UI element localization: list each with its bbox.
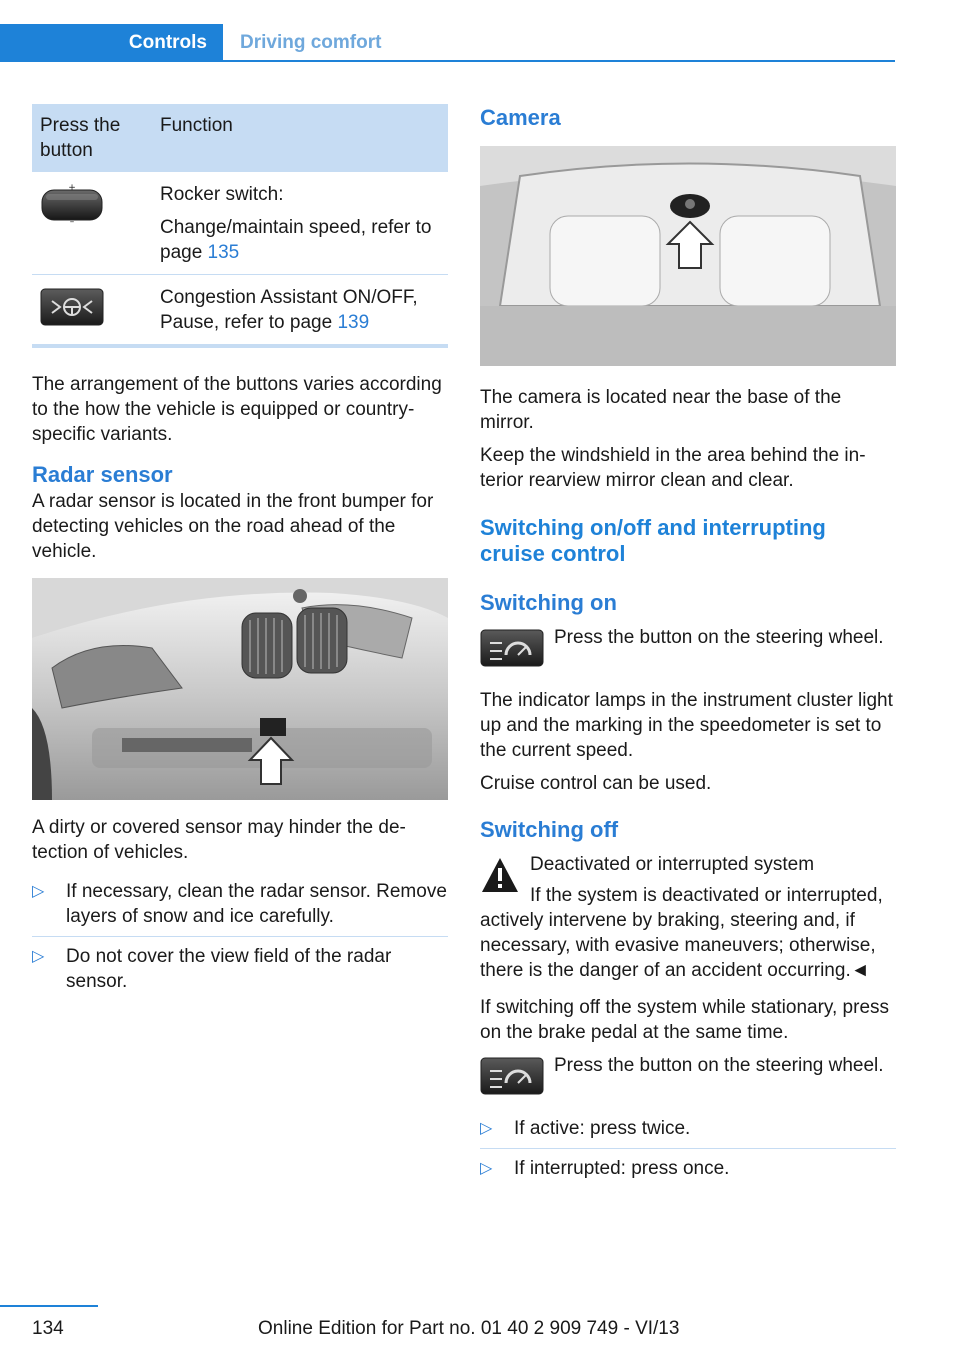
stationary-text: If switching off the system while stationary, press on the brake pedal at the same time.: [480, 997, 890, 1043]
header-rule: [0, 60, 895, 62]
camera-image: [480, 146, 896, 371]
table-row: [32, 172, 448, 275]
intro-paragraph: The arrangement of the buttons varies according to the how the vehicle is equipped or country-specific variants.: [32, 374, 442, 445]
section-tab-controls[interactable]: Controls: [0, 24, 223, 62]
list-item: ▷ If active: press twice.: [480, 1116, 896, 1149]
cruise-control-button-icon: [480, 629, 544, 672]
radar-sensor-text: A radar sensor is located in the front bumper for detecting vehicles on the road ahead of the vehicle.: [32, 491, 434, 562]
cruise-control-usable-text: Cruise control can be used.: [480, 773, 712, 794]
page-reference-link[interactable]: 135: [207, 242, 240, 263]
triangle-bullet-icon: ▷: [32, 883, 45, 900]
triangle-bullet-icon: ▷: [32, 948, 45, 965]
table-header-row: [32, 104, 448, 172]
radar-sensor-image: [32, 578, 448, 805]
warning-title: Deactivated or interrupted system: [530, 854, 815, 875]
triangle-bullet-icon: ▷: [480, 1160, 493, 1177]
switching-on-heading: Switching on: [480, 590, 617, 615]
table-header-function: Function: [152, 104, 448, 172]
row-label: Rocker switch:: [160, 184, 284, 205]
switching-off-heading: Switching off: [480, 817, 619, 842]
section-tab-driving-comfort[interactable]: Driving comfort: [240, 32, 382, 53]
indicator-lamps-text: The indicator lamps in the instrument cluster light up and the marking in the speedometer is set to the current speed.: [480, 690, 893, 761]
warning-block: [480, 852, 896, 983]
list-item: ▷ Do not cover the view field of the radar sensor.: [32, 946, 392, 992]
dirty-sensor-text: A dirty or covered sensor may hinder the detection of vehicles.: [32, 817, 406, 863]
page-header: [0, 24, 895, 62]
edition-footer: Online Edition for Part no. 01 40 2 909 749 - VI/13: [258, 1318, 680, 1339]
switching-heading: Switching on/off and interrupting cruise control: [480, 515, 826, 566]
camera-location-text: The camera is located near the base of the mirror.: [480, 387, 842, 433]
switch-on-instruction: [480, 625, 896, 672]
table-header-button: Press the button: [32, 104, 152, 172]
radar-instructions-list: [32, 879, 448, 1001]
switch-off-list: [480, 1116, 896, 1188]
footer-rule: [0, 1305, 98, 1307]
cruise-control-button-icon: [480, 1057, 544, 1100]
switch-off-text: Press the button on the steering wheel.: [554, 1055, 884, 1076]
switch-off-instruction: [480, 1053, 896, 1100]
svg-text:+: +: [68, 184, 76, 193]
warning-triangle-icon: [480, 856, 520, 899]
right-column: [480, 104, 896, 1195]
rocker-switch-icon: [40, 184, 144, 231]
row-description: Congestion Assistant ON/OFF, Pause, refer to page: [160, 287, 418, 333]
page-reference-link[interactable]: 139: [337, 312, 370, 333]
switch-on-text: Press the button on the steering wheel.: [554, 627, 884, 648]
page-number: 134: [32, 1318, 64, 1339]
radar-sensor-heading: Radar sensor: [32, 462, 173, 487]
congestion-assistant-icon: [40, 287, 144, 334]
warning-text: If the system is deactivated or interrupted, actively intervene by braking, steering and, if necessary, with evasive maneuvers; otherwise, there is the danger of an accident occurring.◄: [480, 885, 883, 981]
list-item: ▷ If necessary, clean the radar sensor. Remove layers of snow and ice carefully.: [32, 879, 448, 937]
row-description: Change/maintain speed, refer to page: [160, 217, 432, 263]
button-function-table: [32, 104, 448, 348]
list-item: ▷ If interrupted: press once.: [480, 1158, 730, 1179]
svg-text:–: –: [69, 217, 75, 224]
camera-heading: Camera: [480, 105, 561, 130]
camera-clean-text: Keep the windshield in the area behind the interior rearview mirror clean and clear.: [480, 445, 866, 491]
table-row: [32, 275, 448, 347]
triangle-bullet-icon: ▷: [480, 1120, 493, 1137]
left-column: [32, 104, 448, 1008]
